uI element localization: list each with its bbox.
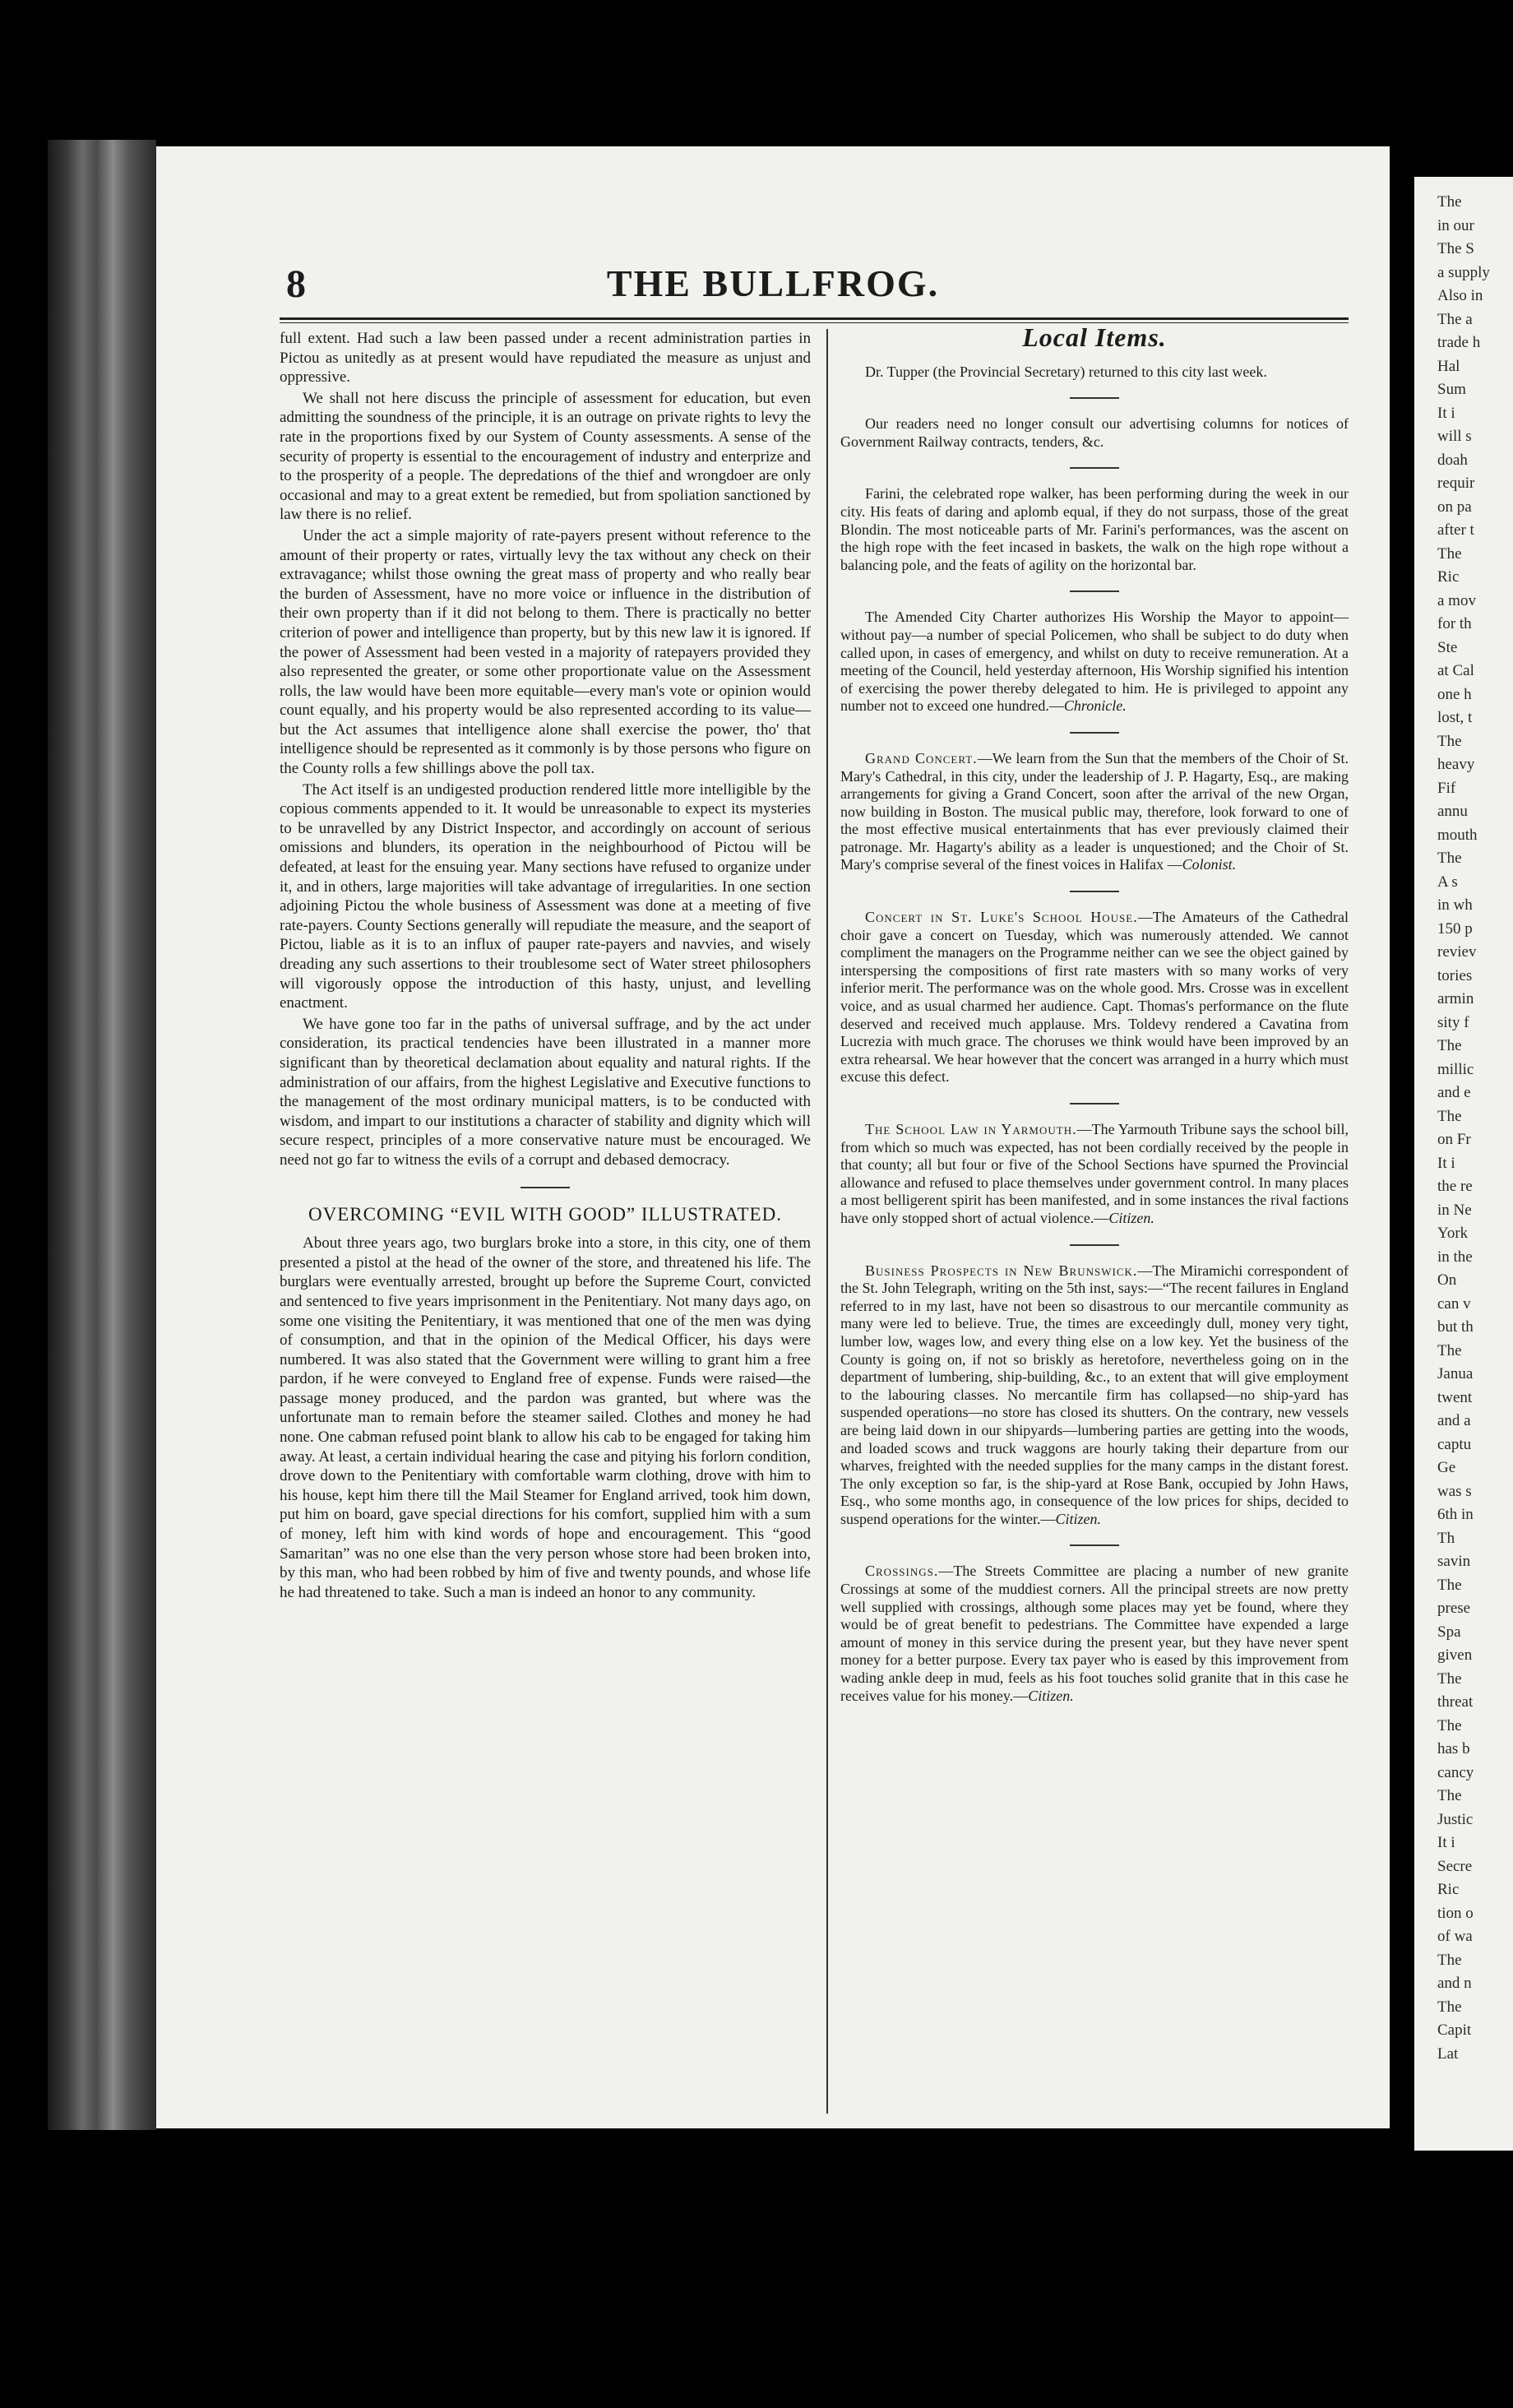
section-rule: [521, 1187, 570, 1188]
fragment-text: a mov: [1437, 591, 1476, 609]
fragment-text: The: [1437, 544, 1462, 563]
fragment-text: after t: [1437, 521, 1474, 539]
fragment-text: Ste: [1437, 638, 1458, 656]
fragment-text: the re: [1437, 1178, 1473, 1195]
fragment-text: The: [1437, 1037, 1462, 1054]
fragment-text: Hal: [1437, 357, 1460, 375]
newspaper-page: [156, 146, 1390, 2128]
fragment-text: 6th in: [1437, 1506, 1474, 1523]
fragment-text: Th: [1437, 1529, 1455, 1547]
item-rule: [1070, 732, 1119, 734]
fragment-text: It i: [1437, 404, 1455, 422]
fragment-text: in wh: [1437, 896, 1473, 914]
fragment-text: requir: [1437, 475, 1475, 492]
fragment-text: 150 p: [1437, 919, 1473, 938]
fragment-text: Sum: [1437, 381, 1466, 398]
news-item: [840, 1563, 1349, 1705]
fragment-text: trade h: [1437, 334, 1481, 351]
fragment-text: at Cal: [1437, 662, 1474, 679]
news-item: [840, 1121, 1349, 1228]
item-rule: [1070, 590, 1119, 592]
fragment-text: can v: [1437, 1294, 1471, 1313]
fragment-text: given: [1437, 1646, 1473, 1664]
news-item: [840, 909, 1349, 1086]
fragment-text: in Ne: [1437, 1201, 1472, 1219]
fragment-text: It i: [1437, 1834, 1455, 1851]
fragment-text: and e: [1437, 1084, 1471, 1101]
paragraph: full extent. Had such a law been passed under a recent administration parties in Pictou as unitedly as at present would have repudiated the measure as unjust and oppressive.: [280, 330, 811, 387]
fragment-text: The: [1437, 1669, 1462, 1688]
fragment-text: tories: [1437, 966, 1473, 984]
item-lead: Concert in St. Luke's School House.: [865, 909, 1138, 926]
fragment-text: Also in: [1437, 287, 1483, 304]
fragment-text: annu: [1437, 803, 1468, 820]
item-lead: Grand Concert.: [865, 749, 978, 766]
fragment-text: one h: [1437, 685, 1472, 703]
news-item: [840, 750, 1349, 874]
paragraph: The Act itself is an undigested production rendered little more intelligible by the copious comments appended to it. It would be unreasonable to expect its mysteries to be unravelled by any District Inspector, and accordingly on account of serious omissions and blunders, its operation in the neighbourhood of Pictou will be defeated, at least for the ensuing year. Many sections have refused to organize under it, and in others, large majorities will take advantage of irregularities. In one section adjoining Pictou the whole business of Assessment was done at a meeting of five rate-payers. County Sections generally will repudiate the measure, and the seaport of Pictou, liable as it is to an influx of pauper rate-payers and navvies, and wisely dreading any such assertions to their troublesome sect of Water street philosophers will vigorously oppose the introduction of this hasty, unjust, and levelling enactment.: [280, 780, 811, 1012]
item-source: Citizen.: [1055, 1510, 1101, 1527]
fragment-text: lost, t: [1437, 709, 1473, 726]
adjacent-page-fragment: [1414, 177, 1513, 2151]
item-rule: [1070, 1244, 1119, 1246]
fragment-text: mouth: [1437, 826, 1478, 844]
fragment-text: The: [1437, 1576, 1462, 1594]
fragment-text: and a: [1437, 1412, 1471, 1429]
fragment-text: tion o: [1437, 1904, 1474, 1922]
fragment-text: Ge: [1437, 1459, 1456, 1476]
paragraph: About three years ago, two burglars broke into a store, in this city, one of them presented a pistol at the head of the owner of the store, and threatened his life. The burglars were eventually arrested, brought up before the Supreme Court, convicted and sentenced to five years imprisonment in the Penitentiary. Not many days ago, on some one visiting the Penitentiary, it was mentioned that one of the men was dying of consumption, and that in the opinion of the Medical Officer, his days were numbered. It was also stated that the Government were willing to grant him a free pardon, if he were conveyed to England free of expense. Funds were raised—the passage money produced, and the pardon was granted, but where was the unfortunate man to remain before the steamer sailed. Clothes and money he had none. One cabman refused point blank to allow his cab to be engaged for taking him away. At least, a certain individual hearing the case and pitying his forlorn condition, drove down to the Penitentiary with comfortable warm clothing, drove with him to his house, kept him there till the Mail Steamer for England arrived, took him down, put him on board, gave special directions for his comfort, supplied him with a sum of money, left him with kind words of hope and encouragement. This “good Samaritan” was no one else than the very person whose store had been broken into, by this man, who had been robbed by him of five and twenty pounds, and whose life he had threatened to take. Such a man is indeed an honor to any community.: [280, 1234, 811, 1601]
fragment-text: has b: [1437, 1740, 1470, 1757]
fragment-text: It i: [1437, 1154, 1455, 1172]
fragment-text: The a: [1437, 310, 1473, 328]
fragment-text: heavy: [1437, 756, 1475, 773]
fragment-text: and n: [1437, 1975, 1472, 1992]
news-item: [840, 1262, 1349, 1529]
fragment-text: a supply: [1437, 263, 1490, 281]
item-source: Citizen.: [1028, 1687, 1074, 1704]
fragment-text: captu: [1437, 1435, 1472, 1453]
fragment-text: The: [1437, 1107, 1462, 1125]
news-item: [840, 364, 1349, 382]
fragment-text: The: [1437, 732, 1462, 750]
item-rule: [1070, 1103, 1119, 1104]
fragment-text: Spa: [1437, 1623, 1461, 1641]
fragment-text: armin: [1437, 990, 1474, 1007]
fragment-text: The: [1437, 193, 1462, 211]
news-item: [840, 609, 1349, 715]
fragment-text: of wa: [1437, 1928, 1473, 1945]
local-items-heading: Local Items.: [1022, 322, 1167, 352]
item-text: —The Amateurs of the Cathedral choir gave a concert on Tuesday, which was numerously attended. We cannot compliment the managers on the Programme neither can we see the object gained by interspersing the compositions of first rate masters with so many works of very inferior merit. The performance was on the whole good. Mrs. Crosse was in excellent voice, and as usual charmed her audience. Capt. Thomas's performance on the flute deserved and received much applause. Mrs. Toldevy rendered a Cavatina from Lucrezia with much grace. The choruses we think would have been improved by an extra rehearsal. We hear however that the concert was arranged in a hurry which must excuse this defect.: [840, 909, 1349, 1086]
fragment-text: savin: [1437, 1553, 1471, 1570]
fragment-text: cancy: [1437, 1763, 1474, 1781]
fragment-text: The: [1437, 850, 1462, 867]
fragment-text: doah: [1437, 451, 1468, 469]
book-binding: [48, 140, 156, 2130]
fragment-text: The: [1437, 1998, 1462, 2016]
fragment-text: Ric: [1437, 568, 1460, 586]
item-source: Chronicle.: [1063, 697, 1127, 715]
fragment-text: Fif: [1437, 779, 1456, 797]
item-text: Our readers need no longer consult our advertising columns for notices of Government Railway contracts, tenders, &c.: [840, 415, 1349, 450]
item-text: —We learn from the Sun that the members of the Choir of St. Mary's Cathedral, in this city, under the leadership of J. P. Hagarty, Esq., are making arrangements for giving a Grand Concert, soon after the arrival of the new Organ, now building in Boston. The musical public may, therefore, look forward to one of the most effective musical entertainments that has ever previously claimed their patronage. Mr. Hagarty's ability as a leader is unquestioned; and the Choir of St. Mary's comprise several of the finest voices in Halifax —: [840, 749, 1349, 873]
item-lead: Business Prospects in New Brunswick.: [865, 1262, 1138, 1279]
fragment-text: sity f: [1437, 1013, 1469, 1031]
fragment-text: threat: [1437, 1693, 1474, 1711]
item-lead: Crossings.: [865, 1563, 939, 1580]
fragment-text: millic: [1437, 1060, 1474, 1078]
fragment-text: The: [1437, 1716, 1462, 1734]
item-lead: The School Law in Yarmouth.: [865, 1121, 1077, 1137]
masthead-rule: [280, 317, 1349, 323]
masthead-title: THE BULLFROG.: [606, 262, 940, 304]
fragment-text: York: [1437, 1225, 1469, 1242]
fragment-text: but th: [1437, 1318, 1474, 1336]
fragment-text: in our: [1437, 216, 1474, 234]
item-text: —The Yarmouth Tribune says the school bill, from which so much was expected, has not been cordially received by the people in that county; all but four or five of the School Sections have spurned the Provincial allowance and refused to place themselves under government control. In many places a most belligerent spirit has been manifested, and in some instances the rival factions have only stopped short of actual violence.—: [840, 1121, 1349, 1226]
fragment-text: The: [1437, 1787, 1462, 1804]
page-number: 8: [286, 262, 306, 306]
right-column: [840, 322, 1349, 1705]
fragment-text: Capit: [1437, 2021, 1472, 2039]
fragment-text: Lat: [1437, 2044, 1459, 2063]
news-item: [840, 485, 1349, 574]
fragment-text: On: [1437, 1271, 1457, 1289]
news-item: [840, 415, 1349, 451]
fragment-text: Ric: [1437, 1881, 1460, 1898]
item-rule: [1070, 467, 1119, 469]
fragment-text: The: [1437, 1341, 1462, 1359]
item-rule: [1070, 1544, 1119, 1546]
fragment-text: The S: [1437, 240, 1474, 257]
paragraph: We have gone too far in the paths of universal suffrage, and by the act under consideration, its practical tendencies have been illustrated in a manner more significant than by theoretical declamation about equality and natural rights. If the administration of our affairs, from the highest Legislative and Executive functions to the management of the most ordinary municipal matters, is to be conducted with wisdom, and impart to our institutions a character of stability and dignity which will secure respect, principles of a more conservative nature must be encouraged. We need not go far to witness the evils of a corrupt and debased democracy.: [280, 1015, 811, 1169]
fragment-text: will s: [1437, 428, 1472, 445]
item-rule: [1070, 397, 1119, 399]
fragment-text: on pa: [1437, 498, 1472, 516]
fragment-text: Janua: [1437, 1365, 1474, 1382]
item-source: Colonist.: [1182, 856, 1237, 873]
left-column: [280, 329, 811, 1604]
item-text: —The Streets Committee are placing a number of new granite Crossings at some of the muddiest corners. All the principal streets are now pretty well supplied with crossings, although some places may yet be found, where they would be of great benefit to pedestrians. The Committee have expended a large amount of money in this service during the present year, but they have never spent money for a better purpose. Every tax payer who is eased by this improvement from wading ankle deep in mud, feels as his foot touches solid granite that in this case he receives value for his money.—: [840, 1563, 1349, 1704]
item-text: Farini, the celebrated rope walker, has been performing during the week in our city. His feats of daring and aplomb equal, if they do not surpass, those of the great Blondin. The most noticeable parts of Mr. Farini's performances, was the ascent on the high rope with the feet incased in baskets, the walk on the high rope without a balancing pole, and the feats of agility on the horizontal bar.: [840, 485, 1349, 573]
item-text: —The Miramichi correspondent of the St. John Telegraph, writing on the 5th inst, says:—“The recent failures in England referred to in my last, have not been so disastrous to our mercantile community as many were led to believe. True, the times are exceedingly dull, money very tight, lumber low, wages low, and every thing else on a low key. Yet the business of the County is going on, if not so briskly as heretofore, nevertheless going on in the department of lumbering, ship-building, &c., to an extent that will give employment to the labouring classes. No mercantile firm has collapsed—no ship-yard has suspended operations—no store has closed its shutters. On the contrary, new vessels are being laid down in our shipyards—lumbering parties are getting into the woods, and loaded scows and truck waggons are hourly taking their departure from our wharves, freighted with the needed supplies for the many camps in the distant forest. The only exception so far, is the ship-yard at Rose Bank, occupied by John Haws, Esq., who some months ago, in consequence of the low prices for ships, decided to suspend operations for the winter.—: [840, 1262, 1349, 1527]
section-title: OVERCOMING “EVIL WITH GOOD” ILLUSTRATED.: [308, 1203, 782, 1225]
paragraph: Under the act a simple majority of rate-payers present without reference to the amount of their property or rates, virtually levy the tax without any check on their extravagance; whilst those owning the great mass of property and who really bear the burden of Assessment, have no more voice or influence in the distribution of their own property than if it did not belong to them. There is practically no better criterion of power and intelligence than property, but by this new law it is ignored. If the power of Assessment had been vested in a majority of ratepayers provided they also represented the greater, or some other proportionate value on the Assessment rolls, the law would have been more equitable—every man's vote or opinion would count equally, and his property would be also represented according to its value—but the Act assumes that intelligence alone shall exercise the power, tho' that intelligence should be represented as it commonly is by those persons who figure on the County rolls a few shillings above the poll tax.: [280, 526, 811, 778]
item-text: The Amended City Charter authorizes His Worship the Mayor to appoint—without pay—a number of special Policemen, who shall be subject to do duty when called upon, in cases of emergency, and whilst on duty to receive remuneration. At a meeting of the Council, held yesterday afternoon, His Worship signified his intention of exercising the power thereby delegated to him. He is privileged to appoint any number not to exceed one hundred.—: [840, 609, 1349, 715]
fragment-text: prese: [1437, 1600, 1471, 1617]
fragment-text: Secre: [1437, 1857, 1473, 1875]
fragment-text: for th: [1437, 615, 1472, 632]
fragment-text: The: [1437, 1951, 1462, 1969]
paragraph: We shall not here discuss the principle of assessment for education, but even admitting the soundness of the principle, it is an outrage on private rights to levy the rate in the proportions fixed by our System of County assessments. A sense of the security of property is essential to the encouragement of industry and enterprize and to the prosperity of a people. The depredations of the thief and wrongdoer are only occasional and may to a great extent be remedied, but from spoliation sanctioned by law there is no relief.: [280, 389, 811, 524]
item-text: Dr. Tupper (the Provincial Secretary) returned to this city last week.: [865, 363, 1267, 380]
item-rule: [1070, 891, 1119, 892]
fragment-text: Justic: [1437, 1810, 1474, 1828]
fragment-text: A s: [1437, 873, 1458, 891]
item-source: Citizen.: [1108, 1209, 1154, 1226]
fragment-text: on Fr: [1437, 1131, 1471, 1148]
fragment-text: reviev: [1437, 943, 1477, 961]
column-divider: [826, 329, 828, 2114]
fragment-text: was s: [1437, 1482, 1472, 1500]
fragment-text: in the: [1437, 1248, 1473, 1266]
fragment-text: twent: [1437, 1388, 1473, 1406]
